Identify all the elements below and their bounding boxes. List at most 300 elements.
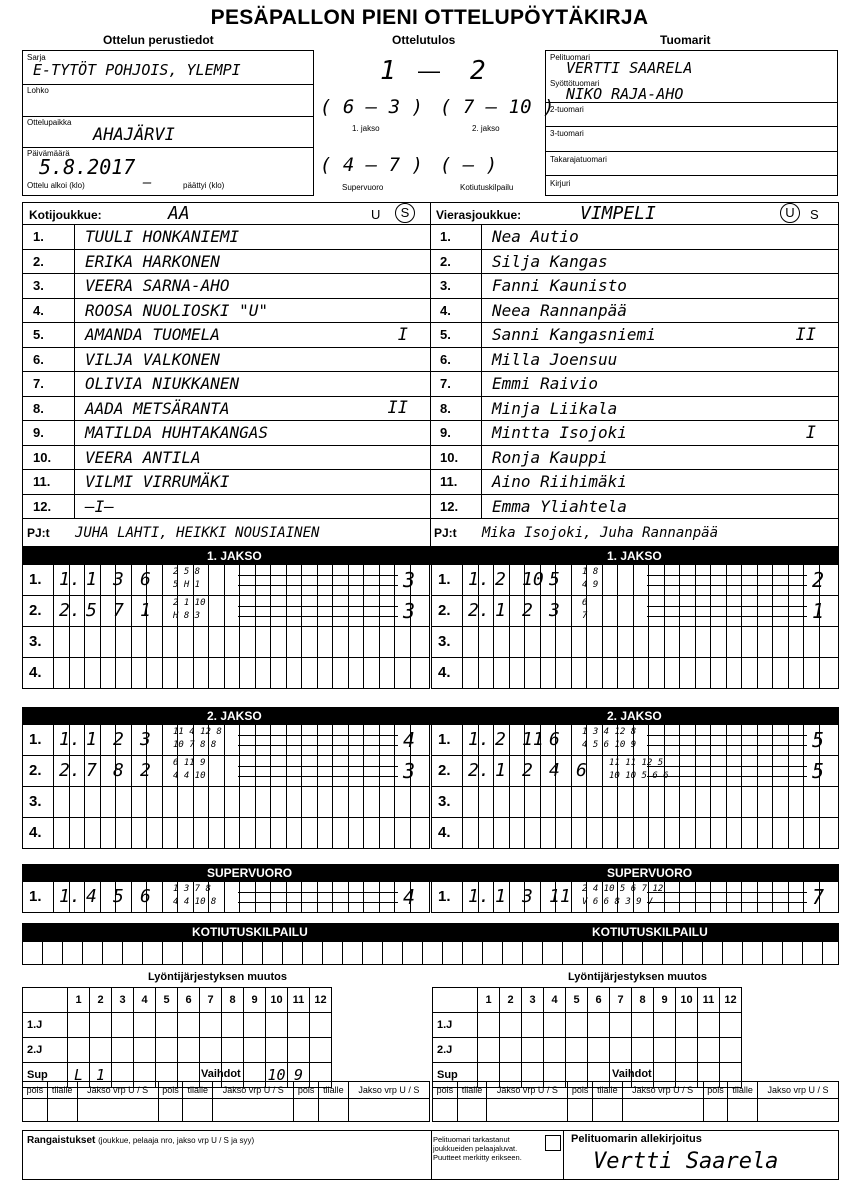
- lc-col-header: 6: [178, 988, 200, 1013]
- grid-cell: [772, 818, 773, 848]
- grid-cell: [540, 658, 541, 688]
- lc-cell[interactable]: [288, 1013, 310, 1038]
- lc-row-label: 1.J: [23, 1013, 68, 1038]
- subs-col-header: pois: [158, 1082, 183, 1099]
- lc-cell[interactable]: [134, 1013, 156, 1038]
- grid-cell: [462, 565, 463, 595]
- player-name: Aino Riihimäki: [492, 472, 627, 492]
- lineup-change-away-table: [432, 987, 742, 1088]
- inning-row: [22, 596, 430, 627]
- batter-entry: 5: [549, 569, 560, 590]
- home-u-option[interactable]: U: [371, 207, 381, 222]
- grid-cell: [286, 882, 287, 912]
- homerun-grid: [22, 941, 839, 965]
- grid-cell: [710, 596, 711, 626]
- grid-cell: [571, 565, 572, 595]
- strike-line: [647, 892, 807, 893]
- subs-cell[interactable]: [728, 1099, 758, 1122]
- lc-cell[interactable]: [244, 1013, 266, 1038]
- inning-runs: 7: [812, 885, 825, 909]
- base-entry-bottom: 10 7 8 8: [173, 740, 217, 750]
- referees-box: [545, 50, 838, 196]
- grid-cell: [363, 787, 364, 817]
- player-number: 8.: [430, 397, 482, 421]
- lc-cell[interactable]: [544, 1013, 566, 1038]
- lc-cell[interactable]: [654, 1013, 676, 1038]
- section-bar: [22, 707, 839, 725]
- subs-cell[interactable]: [348, 1099, 429, 1122]
- lc-cell[interactable]: [222, 1038, 244, 1063]
- grid-cell: [509, 787, 510, 817]
- base-entry-bottom: H 8 3: [173, 611, 201, 621]
- lc-cell[interactable]: [178, 1013, 200, 1038]
- grid-cell: [772, 756, 773, 786]
- home-roster: [23, 225, 430, 519]
- grid-cell: [208, 756, 209, 786]
- subs-cell[interactable]: [433, 1099, 458, 1122]
- grid-cell: [208, 565, 209, 595]
- homerun-score: ( – ): [440, 154, 498, 176]
- player-name: Minja Liikala: [492, 398, 618, 418]
- home-s-option[interactable]: S: [395, 203, 415, 223]
- grid-cell: [803, 565, 804, 595]
- grid-cell: [286, 725, 287, 755]
- period2-score: ( 7 – 10 ): [440, 96, 555, 118]
- grid-cell: [53, 882, 54, 912]
- strike-line: [647, 585, 807, 586]
- batter-entry: 1.: [59, 569, 81, 590]
- strike-line: [647, 735, 807, 736]
- grid-cell: [509, 565, 510, 595]
- grid-cell: [224, 627, 225, 657]
- grid-cell: [493, 565, 494, 595]
- inning-runs: 1: [812, 599, 825, 623]
- subs-col-header: pois: [568, 1082, 593, 1099]
- batter-entry: 2.: [59, 600, 81, 621]
- lc-cell[interactable]: [178, 1038, 200, 1063]
- batter-entry: 1.: [468, 729, 490, 750]
- subs-col-header: Jakso vrp U / S: [758, 1082, 839, 1099]
- signature-value: Vertti Saarela: [593, 1149, 779, 1174]
- grid-cell: [741, 787, 742, 817]
- grid-cell: [53, 627, 54, 657]
- lc-cell[interactable]: [112, 1038, 134, 1063]
- lc-col-header: 3: [522, 988, 544, 1013]
- player-row: [23, 274, 430, 299]
- grid-cell: [788, 882, 789, 912]
- player-row: [430, 323, 838, 348]
- lc-cell[interactable]: 10: [266, 1063, 288, 1088]
- lc-cell[interactable]: [112, 1013, 134, 1038]
- grid-cell: [571, 818, 572, 848]
- player-number: 2.: [23, 250, 75, 274]
- grid-cell: [648, 658, 649, 688]
- subs-cell[interactable]: [457, 1099, 487, 1122]
- lc-cell[interactable]: [610, 1013, 632, 1038]
- lc-cell[interactable]: [720, 1038, 742, 1063]
- grid-cell: [710, 787, 711, 817]
- grid-cell: [726, 725, 727, 755]
- grid-cell: [803, 658, 804, 688]
- strike-line: [238, 575, 398, 576]
- player-row: [23, 299, 430, 324]
- player-row: [430, 446, 838, 471]
- strike-line: [647, 575, 807, 576]
- lc-cell[interactable]: [588, 1038, 610, 1063]
- grid-cell: [695, 787, 696, 817]
- grid-cell: [633, 565, 634, 595]
- grid-cell: [146, 818, 147, 848]
- grid-cell: [379, 787, 380, 817]
- divider: [546, 126, 837, 127]
- grid-cell: [363, 756, 364, 786]
- batter-entry: 2.: [59, 760, 81, 781]
- lc-row-label: 2.J: [433, 1038, 478, 1063]
- pitch-umpire-label: Syöttötuomari: [550, 79, 600, 88]
- subs-cell[interactable]: [23, 1099, 48, 1122]
- player-number: 11.: [430, 470, 482, 494]
- grid-cell: [301, 882, 302, 912]
- lc-corner: [23, 988, 68, 1013]
- lc-cell[interactable]: [68, 1038, 90, 1063]
- subs-cell[interactable]: [294, 1099, 319, 1122]
- grid-cell: [332, 818, 333, 848]
- lc-col-header: 2: [90, 988, 112, 1013]
- subs-cell[interactable]: [703, 1099, 728, 1122]
- grid-cell: [193, 627, 194, 657]
- lineup-change-title-away: Lyöntijärjestyksen muutos: [568, 971, 707, 983]
- player-row: [23, 372, 430, 397]
- away-u-option[interactable]: U: [780, 203, 800, 223]
- subs-col-header: tilalle: [47, 1082, 77, 1099]
- batter-entry: 1.: [59, 729, 81, 750]
- away-team-header: [430, 203, 838, 225]
- away-s-option[interactable]: S: [810, 207, 819, 222]
- grid-cell: [270, 787, 271, 817]
- lc-col-header: 6: [588, 988, 610, 1013]
- check-checkbox[interactable]: [545, 1135, 561, 1151]
- lc-cell[interactable]: [156, 1013, 178, 1038]
- inning-runs: 5: [812, 759, 825, 783]
- batter-entry: 6: [576, 760, 587, 781]
- date-value: 5.8.2017: [39, 155, 136, 179]
- grid-cell: [301, 756, 302, 786]
- player-name: Milla Joensuu: [492, 349, 618, 369]
- lc-col-header: 5: [156, 988, 178, 1013]
- lc-col-header: 10: [266, 988, 288, 1013]
- base-entry-top: 11 11 12 5: [609, 758, 664, 768]
- grid-cell: [679, 627, 680, 657]
- lineup-change-home-table: [22, 987, 332, 1088]
- lc-cell[interactable]: [500, 1038, 522, 1063]
- lc-cell[interactable]: [288, 1038, 310, 1063]
- grid-cell: [286, 596, 287, 626]
- lc-cell[interactable]: [310, 1013, 332, 1038]
- lc-cell[interactable]: [310, 1038, 332, 1063]
- grid-cell: [270, 882, 271, 912]
- teams-box: [22, 202, 839, 547]
- grid-cell: [679, 565, 680, 595]
- lc-cell[interactable]: [654, 1038, 676, 1063]
- lc-cell[interactable]: [200, 1038, 222, 1063]
- grid-cell: [741, 725, 742, 755]
- grid-cell: [478, 818, 479, 848]
- grid-cell: [115, 787, 116, 817]
- divider: [546, 175, 837, 176]
- grid-cell: [571, 756, 572, 786]
- grid-cell: [208, 627, 209, 657]
- away-result: 2: [470, 56, 486, 86]
- inning-row: [22, 627, 430, 658]
- away-roster: [430, 225, 838, 519]
- grid-cell: [115, 818, 116, 848]
- grid-cell: [162, 627, 163, 657]
- grid-cell: [664, 627, 665, 657]
- lc-col-header: 4: [544, 988, 566, 1013]
- lc-cell[interactable]: [610, 1038, 632, 1063]
- lc-cell[interactable]: [156, 1038, 178, 1063]
- inning-runs: 4: [403, 885, 416, 909]
- grid-cell: [602, 596, 603, 626]
- subs-cell[interactable]: [487, 1099, 568, 1122]
- grid-cell: [648, 596, 649, 626]
- batter-entry: 2.: [468, 600, 490, 621]
- grid-cell: [679, 787, 680, 817]
- grid-cell: [757, 787, 758, 817]
- subs-cell[interactable]: [47, 1099, 77, 1122]
- grid-cell: [772, 725, 773, 755]
- player-row: [430, 250, 838, 275]
- lc-cell[interactable]: [500, 1013, 522, 1038]
- period2-label: 2. jakso: [472, 124, 500, 133]
- grid-cell: [493, 627, 494, 657]
- lc-cell[interactable]: [698, 1013, 720, 1038]
- grid-cell: [695, 658, 696, 688]
- player-number: 4.: [23, 299, 75, 323]
- lc-cell[interactable]: [478, 1013, 500, 1038]
- subs-cell[interactable]: [568, 1099, 593, 1122]
- subs-home-table: [22, 1081, 430, 1122]
- base-entry-top: 1 3 4 12 8: [582, 727, 637, 737]
- grid-cell: [509, 818, 510, 848]
- grid-cell: [803, 787, 804, 817]
- grid-cell: [602, 627, 603, 657]
- lc-cell[interactable]: [522, 1013, 544, 1038]
- grid-cell: [633, 627, 634, 657]
- grid-cell: [84, 787, 85, 817]
- subs-cell[interactable]: [158, 1099, 183, 1122]
- player-row: [23, 323, 430, 348]
- grid-cell: [571, 725, 572, 755]
- grid-cell: [726, 565, 727, 595]
- grid-cell: [379, 596, 380, 626]
- grid-cell: [555, 658, 556, 688]
- venue-value: AHAJÄRVI: [93, 125, 175, 145]
- grid-cell: [394, 725, 395, 755]
- homerun-away-label: KOTIUTUSKILPAILU: [592, 925, 708, 939]
- plate-umpire-value: VERTTI SAARELA: [566, 59, 693, 77]
- end-label: päättyi (klo): [183, 181, 225, 190]
- player-number: 12.: [23, 495, 75, 519]
- inning-row: [431, 658, 839, 689]
- grid-cell: [301, 596, 302, 626]
- inning-label: 1.: [29, 888, 42, 905]
- subs-title-home: Vaihdot: [201, 1068, 241, 1080]
- player-row: [430, 348, 838, 373]
- lc-cell[interactable]: [588, 1013, 610, 1038]
- lc-cell[interactable]: [244, 1038, 266, 1063]
- player-mark: II: [795, 324, 816, 345]
- grid-cell: [394, 818, 395, 848]
- subs-col-header: tilalle: [183, 1082, 213, 1099]
- lc-cell[interactable]: [68, 1013, 90, 1038]
- lc-cell[interactable]: [266, 1013, 288, 1038]
- lc-cell[interactable]: 1: [90, 1063, 112, 1088]
- grid-cell: [286, 818, 287, 848]
- grid-cell: [162, 818, 163, 848]
- batter-entry: 1.: [59, 886, 81, 907]
- lc-cell[interactable]: [90, 1013, 112, 1038]
- grid-cell: [617, 818, 618, 848]
- player-row: [23, 446, 430, 471]
- grid-cell: [224, 818, 225, 848]
- lc-cell[interactable]: [222, 1013, 244, 1038]
- inning-row: [431, 627, 839, 658]
- grid-cell: [679, 756, 680, 786]
- lc-cell[interactable]: [676, 1038, 698, 1063]
- player-name: Emma Yliahtela: [492, 496, 627, 516]
- batter-entry: 11: [522, 729, 544, 750]
- grid-cell: [394, 882, 395, 912]
- grid-cell: [332, 882, 333, 912]
- lc-cell[interactable]: [544, 1038, 566, 1063]
- inning-label: 4.: [29, 824, 42, 841]
- grid-cell: [224, 882, 225, 912]
- grid-cell: [493, 818, 494, 848]
- grid-cell: [695, 565, 696, 595]
- grid-cell: [317, 787, 318, 817]
- grid-cell: [803, 596, 804, 626]
- lc-cell[interactable]: [200, 1013, 222, 1038]
- lc-cell[interactable]: [566, 1038, 588, 1063]
- lc-cell[interactable]: [134, 1038, 156, 1063]
- grid-cell: [131, 565, 132, 595]
- lc-cell[interactable]: [698, 1038, 720, 1063]
- lc-cell[interactable]: [676, 1013, 698, 1038]
- base-entry-bottom: 4 4 10 8: [173, 897, 217, 907]
- inning-row: [22, 882, 430, 913]
- divider: [431, 1131, 432, 1179]
- grid-cell: [741, 756, 742, 786]
- strike-line: [238, 766, 398, 767]
- player-row: [430, 274, 838, 299]
- subs-cell[interactable]: [758, 1099, 839, 1122]
- grid-cell: [726, 756, 727, 786]
- lc-row-label: Sup: [433, 1063, 478, 1088]
- subs-cell[interactable]: [592, 1099, 622, 1122]
- grid-cell: [239, 756, 240, 786]
- penalties-hint: (joukkue, pelaaja nro, jakso vrp U / S ja syy): [98, 1136, 255, 1145]
- grid-cell: [524, 627, 525, 657]
- grid-cell: [679, 658, 680, 688]
- inning-runs: 3: [403, 568, 416, 592]
- lc-cell[interactable]: [90, 1038, 112, 1063]
- lc-cell[interactable]: L: [68, 1063, 90, 1088]
- base-entry-top: 2 4 10 5 6 7 12: [582, 884, 664, 894]
- lc-cell[interactable]: [632, 1013, 654, 1038]
- grid-cell: [679, 818, 680, 848]
- grid-cell: [286, 756, 287, 786]
- grid-cell: [208, 818, 209, 848]
- strike-line: [238, 585, 398, 586]
- subs-cell[interactable]: [622, 1099, 703, 1122]
- lc-cell[interactable]: [632, 1038, 654, 1063]
- grid-cell: [270, 725, 271, 755]
- grid-cell: [788, 627, 789, 657]
- grid-cell: [555, 787, 556, 817]
- grid-cell: [332, 596, 333, 626]
- grid-cell: [741, 565, 742, 595]
- grid-cell: [410, 658, 411, 688]
- grid-cell: [317, 818, 318, 848]
- player-mark: I: [805, 422, 816, 443]
- grid-cell: [664, 658, 665, 688]
- super-label: Supervuoro: [342, 183, 384, 192]
- grid-cell: [255, 627, 256, 657]
- grid-cell: [286, 565, 287, 595]
- lc-cell[interactable]: [266, 1038, 288, 1063]
- batter-entry: 5: [86, 600, 97, 621]
- lc-cell[interactable]: 9: [288, 1063, 310, 1088]
- grid-cell: [540, 596, 541, 626]
- subs-cell[interactable]: [183, 1099, 213, 1122]
- strike-line: [238, 745, 398, 746]
- batter-entry: 3: [522, 886, 533, 907]
- inning-runs: 3: [403, 599, 416, 623]
- player-name: ERIKA HARKONEN: [85, 251, 220, 271]
- subs-cell[interactable]: [319, 1099, 349, 1122]
- lc-cell[interactable]: [720, 1013, 742, 1038]
- player-name: TUULI HONKANIEMI: [85, 227, 240, 247]
- lc-cell[interactable]: [478, 1038, 500, 1063]
- grid-cell: [348, 596, 349, 626]
- lc-cell[interactable]: [522, 1038, 544, 1063]
- grid-cell: [239, 882, 240, 912]
- grid-cell: [131, 725, 132, 755]
- player-row: [23, 348, 430, 373]
- grid-cell: [239, 818, 240, 848]
- subs-cell[interactable]: [77, 1099, 158, 1122]
- inning-label: 1.: [29, 571, 42, 588]
- subs-cell[interactable]: [213, 1099, 294, 1122]
- grid-cell: [131, 787, 132, 817]
- grid-cell: [571, 596, 572, 626]
- player-number: 2.: [430, 250, 482, 274]
- grid-cell: [540, 882, 541, 912]
- grid-cell: [741, 627, 742, 657]
- grid-cell: [100, 658, 101, 688]
- grid-cell: [379, 882, 380, 912]
- grid-cell: [394, 627, 395, 657]
- grid-cell: [100, 565, 101, 595]
- base-entry-top: 1 3 7 8: [173, 884, 211, 894]
- grid-cell: [509, 627, 510, 657]
- player-name: VEERA ANTILA: [85, 447, 201, 467]
- grid-cell: [379, 658, 380, 688]
- grid-cell: [710, 818, 711, 848]
- grid-cell: [571, 627, 572, 657]
- lc-cell[interactable]: [566, 1013, 588, 1038]
